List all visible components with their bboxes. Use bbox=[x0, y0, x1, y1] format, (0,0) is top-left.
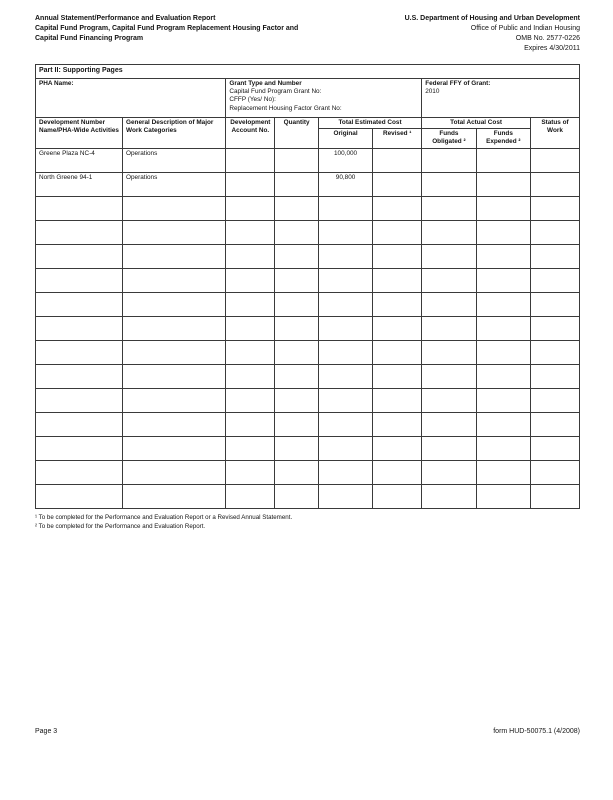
cell-status-of-work bbox=[530, 196, 579, 220]
table-row bbox=[36, 316, 580, 340]
section-band bbox=[36, 64, 580, 78]
cell-development-account bbox=[226, 388, 275, 412]
form-title-line-2: Capital Fund Program, Capital Fund Program Replacement Housing Factor and bbox=[35, 25, 299, 33]
cell-development-number: North Greene 94-1 bbox=[36, 172, 123, 196]
cell-work-description bbox=[123, 364, 226, 388]
page-footer bbox=[35, 728, 580, 735]
cell-work-description bbox=[123, 220, 226, 244]
cell-funds-obligated bbox=[422, 364, 476, 388]
ffy-value: 2010 bbox=[425, 87, 440, 95]
agency-office: Office of Public and Indian Housing bbox=[470, 25, 580, 33]
cell-work-description bbox=[123, 196, 226, 220]
cell-original-cost bbox=[318, 388, 372, 412]
cell-original-cost bbox=[318, 412, 372, 436]
cell-status-of-work bbox=[530, 436, 579, 460]
col-development-number: Development Number Name/PHA-Wide Activities bbox=[36, 117, 123, 148]
cell-original-cost bbox=[318, 316, 372, 340]
cell-funds-obligated bbox=[422, 292, 476, 316]
cell-development-number bbox=[36, 292, 123, 316]
cell-funds-obligated bbox=[422, 388, 476, 412]
cell-status-of-work bbox=[530, 220, 579, 244]
cell-quantity bbox=[275, 412, 319, 436]
cell-revised-cost bbox=[373, 436, 422, 460]
cell-development-number bbox=[36, 268, 123, 292]
cell-quantity bbox=[275, 460, 319, 484]
supporting-pages-table bbox=[35, 64, 580, 509]
cell-development-account bbox=[226, 268, 275, 292]
cell-revised-cost bbox=[373, 364, 422, 388]
cell-original-cost bbox=[318, 460, 372, 484]
cell-funds-obligated bbox=[422, 196, 476, 220]
cell-development-account bbox=[226, 340, 275, 364]
cell-original-cost bbox=[318, 268, 372, 292]
cell-development-account bbox=[226, 244, 275, 268]
cell-original-cost bbox=[318, 220, 372, 244]
cell-quantity bbox=[275, 316, 319, 340]
cell-development-account bbox=[226, 196, 275, 220]
cell-original-cost bbox=[318, 436, 372, 460]
cell-development-number bbox=[36, 244, 123, 268]
cell-development-number bbox=[36, 436, 123, 460]
page-number: Page 3 bbox=[35, 728, 58, 735]
cell-status-of-work bbox=[530, 244, 579, 268]
cell-funds-expended bbox=[476, 412, 530, 436]
grant-type-title: Grant Type and Number bbox=[229, 79, 302, 87]
table-row bbox=[36, 172, 580, 196]
cell-funds-expended bbox=[476, 436, 530, 460]
cell-quantity bbox=[275, 364, 319, 388]
table-row bbox=[36, 412, 580, 436]
info-row bbox=[36, 78, 580, 117]
cell-funds-expended bbox=[476, 172, 530, 196]
omb-number: OMB No. 2577-0226 bbox=[515, 35, 580, 43]
cell-development-number bbox=[36, 340, 123, 364]
section-title: Part II: Supporting Pages bbox=[36, 64, 580, 78]
cell-status-of-work bbox=[530, 172, 579, 196]
cell-work-description: Operations bbox=[123, 172, 226, 196]
cell-quantity bbox=[275, 292, 319, 316]
cell-funds-obligated bbox=[422, 316, 476, 340]
col-total-estimated-cost: Total Estimated Cost bbox=[318, 117, 421, 128]
cell-funds-obligated bbox=[422, 172, 476, 196]
cell-status-of-work bbox=[530, 460, 579, 484]
cell-funds-obligated bbox=[422, 220, 476, 244]
cell-status-of-work bbox=[530, 316, 579, 340]
cell-quantity bbox=[275, 148, 319, 172]
col-total-actual-cost: Total Actual Cost bbox=[422, 117, 531, 128]
cell-development-account bbox=[226, 148, 275, 172]
col-original: Original bbox=[318, 128, 372, 148]
cell-revised-cost bbox=[373, 292, 422, 316]
cell-revised-cost bbox=[373, 244, 422, 268]
worksheet-body bbox=[36, 148, 580, 508]
form-title-line-3: Capital Fund Financing Program bbox=[35, 35, 144, 43]
cell-quantity bbox=[275, 220, 319, 244]
cell-original-cost bbox=[318, 244, 372, 268]
agency-block bbox=[405, 14, 580, 55]
cell-funds-expended bbox=[476, 220, 530, 244]
cell-original-cost: 90,800 bbox=[318, 172, 372, 196]
ffy-cell bbox=[422, 78, 580, 117]
cell-development-account bbox=[226, 292, 275, 316]
cell-revised-cost bbox=[373, 268, 422, 292]
table-row bbox=[36, 436, 580, 460]
cell-funds-expended bbox=[476, 340, 530, 364]
table-row bbox=[36, 484, 580, 508]
cell-funds-obligated bbox=[422, 436, 476, 460]
cell-development-number bbox=[36, 460, 123, 484]
col-status-of-work: Status of Work bbox=[530, 117, 579, 148]
cell-funds-obligated bbox=[422, 244, 476, 268]
cell-development-account bbox=[226, 172, 275, 196]
cell-development-number bbox=[36, 316, 123, 340]
cell-development-account bbox=[226, 436, 275, 460]
col-revised: Revised ¹ bbox=[373, 128, 422, 148]
cell-original-cost bbox=[318, 196, 372, 220]
cffp-label: CFFP (Yes/ No): bbox=[229, 96, 276, 104]
col-development-account: Development Account No. bbox=[226, 117, 275, 148]
cell-original-cost bbox=[318, 484, 372, 508]
cell-development-number bbox=[36, 364, 123, 388]
cell-funds-obligated bbox=[422, 484, 476, 508]
cell-work-description: Operations bbox=[123, 148, 226, 172]
cell-funds-expended bbox=[476, 316, 530, 340]
cell-original-cost bbox=[318, 292, 372, 316]
cell-funds-expended bbox=[476, 244, 530, 268]
cell-status-of-work bbox=[530, 412, 579, 436]
omb-expiration: Expires 4/30/2011 bbox=[524, 45, 580, 53]
cell-original-cost: 100,000 bbox=[318, 148, 372, 172]
cell-funds-obligated bbox=[422, 268, 476, 292]
cell-development-account bbox=[226, 364, 275, 388]
cell-development-number bbox=[36, 220, 123, 244]
grant-type-cell bbox=[226, 78, 422, 117]
column-header-row bbox=[36, 117, 580, 128]
cell-development-number bbox=[36, 412, 123, 436]
table-row bbox=[36, 148, 580, 172]
table-row bbox=[36, 340, 580, 364]
cell-quantity bbox=[275, 484, 319, 508]
form-number: form HUD-50075.1 (4/2008) bbox=[493, 728, 580, 735]
cell-funds-obligated bbox=[422, 460, 476, 484]
col-quantity: Quantity bbox=[275, 117, 319, 148]
cell-work-description bbox=[123, 292, 226, 316]
cell-quantity bbox=[275, 244, 319, 268]
cell-revised-cost bbox=[373, 172, 422, 196]
table-row bbox=[36, 364, 580, 388]
cell-development-account bbox=[226, 412, 275, 436]
cell-status-of-work bbox=[530, 364, 579, 388]
cell-funds-obligated bbox=[422, 148, 476, 172]
cell-funds-expended bbox=[476, 364, 530, 388]
cell-work-description bbox=[123, 412, 226, 436]
cell-revised-cost bbox=[373, 460, 422, 484]
cell-quantity bbox=[275, 196, 319, 220]
cell-work-description bbox=[123, 460, 226, 484]
table-row bbox=[36, 460, 580, 484]
cell-work-description bbox=[123, 484, 226, 508]
table-row bbox=[36, 292, 580, 316]
footnotes bbox=[35, 513, 580, 533]
cell-quantity bbox=[275, 388, 319, 412]
cell-development-account bbox=[226, 484, 275, 508]
cell-quantity bbox=[275, 268, 319, 292]
cell-status-of-work bbox=[530, 148, 579, 172]
cell-funds-expended bbox=[476, 292, 530, 316]
cell-funds-obligated bbox=[422, 340, 476, 364]
table-row bbox=[36, 244, 580, 268]
cell-funds-expended bbox=[476, 388, 530, 412]
cell-funds-expended bbox=[476, 268, 530, 292]
col-funds-obligated: Funds Obligated ² bbox=[422, 128, 476, 148]
form-title-line-1: Annual Statement/Performance and Evaluation Report bbox=[35, 15, 216, 22]
table-row bbox=[36, 268, 580, 292]
pha-name-label: PHA Name: bbox=[39, 79, 74, 87]
agency-name: U.S. Department of Housing and Urban Development bbox=[404, 15, 580, 22]
footnote-2: ² To be completed for the Performance and Evaluation Report. bbox=[35, 523, 206, 531]
cell-revised-cost bbox=[373, 316, 422, 340]
cell-revised-cost bbox=[373, 220, 422, 244]
cell-revised-cost bbox=[373, 340, 422, 364]
table-row bbox=[36, 196, 580, 220]
table-row bbox=[36, 388, 580, 412]
col-general-description: General Description of Major Work Categories bbox=[123, 117, 226, 148]
cell-funds-expended bbox=[476, 460, 530, 484]
cell-funds-expended bbox=[476, 148, 530, 172]
cell-revised-cost bbox=[373, 412, 422, 436]
form-header bbox=[35, 14, 580, 55]
cell-work-description bbox=[123, 340, 226, 364]
table-row bbox=[36, 220, 580, 244]
cell-work-description bbox=[123, 316, 226, 340]
cell-quantity bbox=[275, 436, 319, 460]
grant-no-label: Capital Fund Program Grant No: bbox=[229, 87, 322, 95]
cell-quantity bbox=[275, 340, 319, 364]
form-title-block bbox=[35, 14, 298, 44]
cell-revised-cost bbox=[373, 388, 422, 412]
cell-status-of-work bbox=[530, 292, 579, 316]
cell-funds-expended bbox=[476, 196, 530, 220]
cell-work-description bbox=[123, 268, 226, 292]
cell-status-of-work bbox=[530, 340, 579, 364]
cell-revised-cost bbox=[373, 148, 422, 172]
cell-funds-expended bbox=[476, 484, 530, 508]
cell-development-number bbox=[36, 484, 123, 508]
footnote-1: ¹ To be completed for the Performance and Evaluation Report or a Revised Annual Statement. bbox=[35, 513, 293, 521]
rhf-grant-label: Replacement Housing Factor Grant No: bbox=[229, 104, 342, 112]
cell-work-description bbox=[123, 436, 226, 460]
cell-status-of-work bbox=[530, 268, 579, 292]
cell-development-account bbox=[226, 220, 275, 244]
cell-development-number: Greene Plaza NC-4 bbox=[36, 148, 123, 172]
cell-work-description bbox=[123, 388, 226, 412]
cell-revised-cost bbox=[373, 484, 422, 508]
page-content bbox=[35, 14, 580, 532]
cell-development-account bbox=[226, 316, 275, 340]
cell-work-description bbox=[123, 244, 226, 268]
cell-original-cost bbox=[318, 364, 372, 388]
cell-status-of-work bbox=[530, 388, 579, 412]
ffy-label: Federal FFY of Grant: bbox=[425, 79, 491, 87]
cell-development-number bbox=[36, 196, 123, 220]
col-funds-expended: Funds Expended ² bbox=[476, 128, 530, 148]
cell-revised-cost bbox=[373, 196, 422, 220]
cell-development-account bbox=[226, 460, 275, 484]
cell-development-number bbox=[36, 388, 123, 412]
cell-original-cost bbox=[318, 340, 372, 364]
cell-status-of-work bbox=[530, 484, 579, 508]
cell-funds-obligated bbox=[422, 412, 476, 436]
cell-quantity bbox=[275, 172, 319, 196]
pha-name-cell bbox=[36, 78, 226, 117]
